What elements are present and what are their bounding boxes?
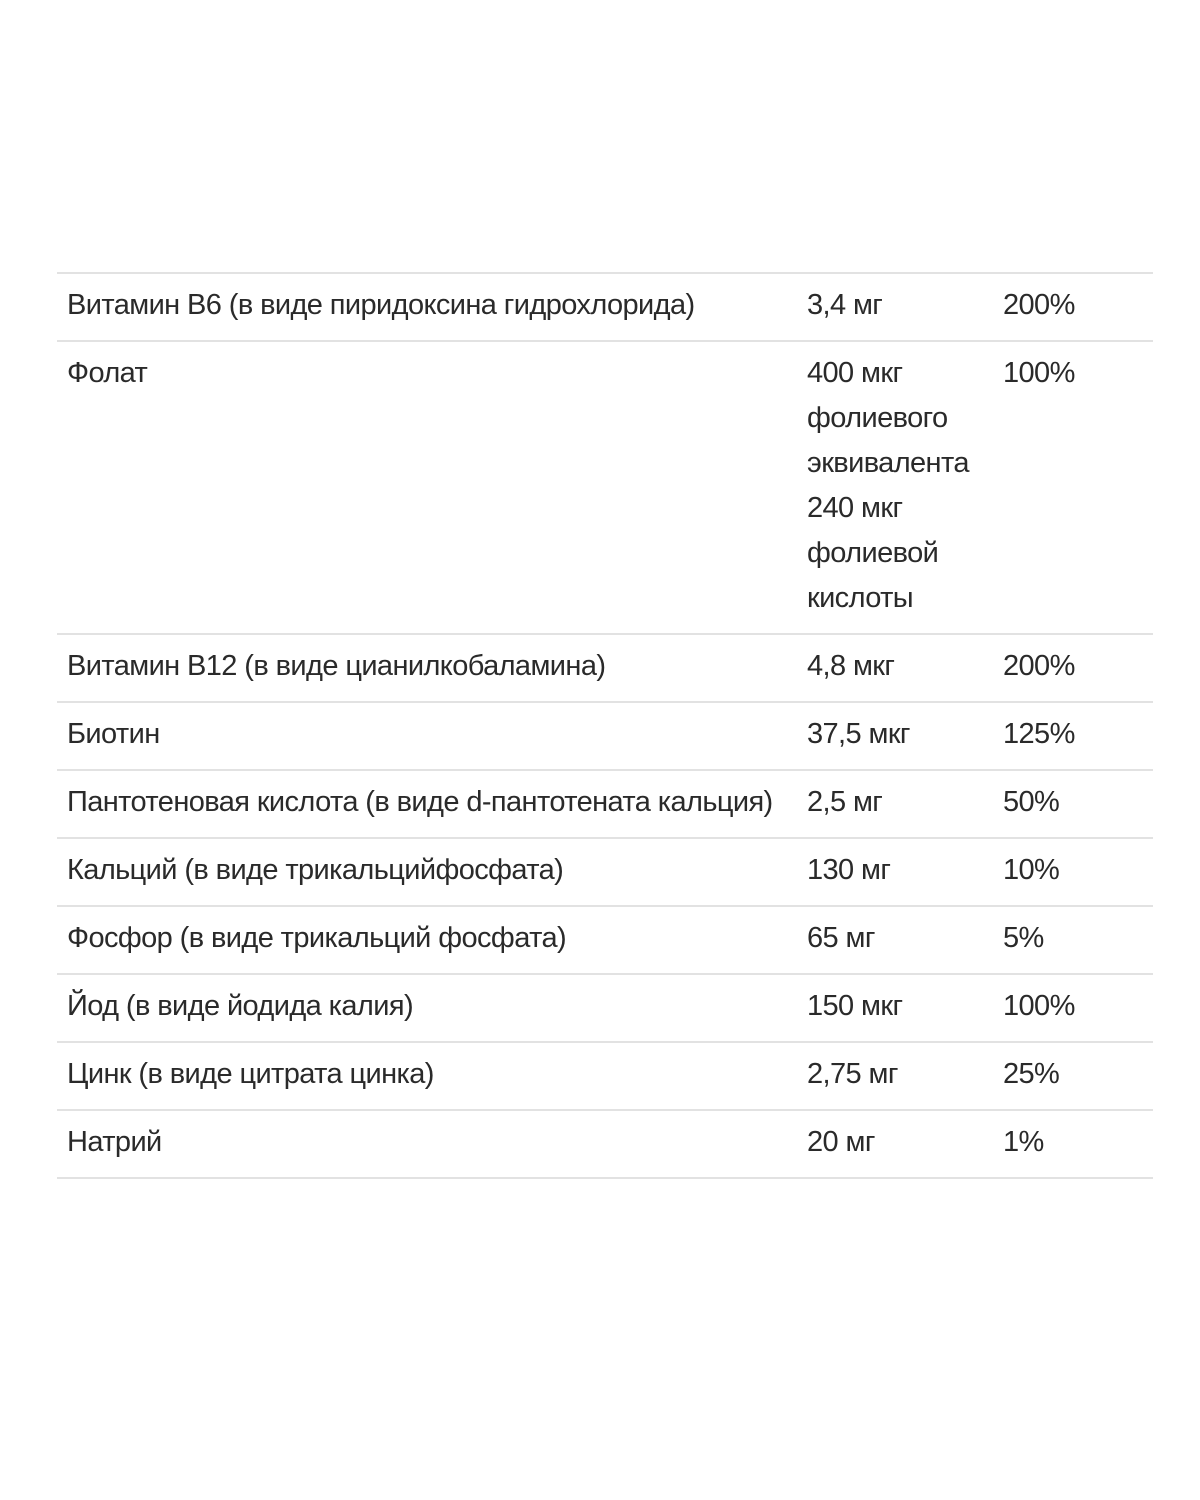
amount-line: 2,75 мг	[807, 1058, 898, 1090]
table-row	[57, 1042, 1153, 1110]
amount-line: 37,5 мкг	[807, 718, 910, 750]
table-row	[57, 341, 1153, 634]
daily-value-percent: 200%	[1003, 650, 1075, 682]
daily-value-percent: 5%	[1003, 922, 1044, 954]
amount-line: 20 мг	[807, 1126, 875, 1158]
nutrient-amount	[795, 341, 991, 634]
amount-line: эквивалента	[807, 447, 969, 479]
nutrient-name: Витамин B6 (в виде пиридоксина гидрохлорида)	[67, 289, 695, 321]
amount-line: 150 мкг	[807, 990, 903, 1022]
table-row	[57, 906, 1153, 974]
amount-line: 4,8 мкг	[807, 650, 895, 682]
nutrition-table	[57, 272, 1153, 1179]
amount-line: 65 мг	[807, 922, 875, 954]
nutrient-name: Пантотеновая кислота (в виде d-пантотената кальция)	[67, 786, 773, 818]
nutrient-amount	[795, 770, 991, 838]
nutrient-amount	[795, 838, 991, 906]
nutrient-name: Биотин	[67, 718, 160, 750]
amount-line: 400 мкг	[807, 357, 903, 389]
daily-value-percent: 50%	[1003, 786, 1060, 818]
nutrient-name: Йод (в виде йодида калия)	[67, 990, 413, 1022]
nutrient-name: Цинк (в виде цитрата цинка)	[67, 1058, 434, 1090]
daily-value-percent: 100%	[1003, 990, 1075, 1022]
table-row	[57, 1110, 1153, 1178]
nutrient-name: Фосфор (в виде трикальций фосфата)	[67, 922, 567, 954]
nutrient-name: Натрий	[67, 1126, 162, 1158]
daily-value-percent: 10%	[1003, 854, 1060, 886]
nutrient-name: Витамин B12 (в виде цианилкобаламина)	[67, 650, 606, 682]
table-row	[57, 770, 1153, 838]
nutrient-name: Фолат	[67, 357, 148, 389]
daily-value-percent: 100%	[1003, 357, 1075, 389]
table-row	[57, 974, 1153, 1042]
amount-line: 2,5 мг	[807, 786, 883, 818]
nutrient-name: Кальций (в виде трикальцийфосфата)	[67, 854, 564, 886]
nutrient-amount	[795, 974, 991, 1042]
nutrient-amount	[795, 634, 991, 702]
table-row	[57, 702, 1153, 770]
table-row	[57, 838, 1153, 906]
nutrient-amount	[795, 1110, 991, 1178]
table-row	[57, 273, 1153, 341]
amount-line: 240 мкг	[807, 492, 903, 524]
daily-value-percent: 200%	[1003, 289, 1075, 321]
amount-line: 130 мг	[807, 854, 891, 886]
amount-line: кислоты	[807, 582, 914, 614]
nutrient-amount	[795, 702, 991, 770]
daily-value-percent: 1%	[1003, 1126, 1044, 1158]
daily-value-percent: 25%	[1003, 1058, 1060, 1090]
nutrient-amount	[795, 273, 991, 341]
amount-line: фолиевой	[807, 537, 939, 569]
nutrient-amount	[795, 1042, 991, 1110]
table-row	[57, 634, 1153, 702]
daily-value-percent: 125%	[1003, 718, 1075, 750]
nutrient-amount	[795, 906, 991, 974]
amount-line: 3,4 мг	[807, 289, 883, 321]
amount-line: фолиевого	[807, 402, 948, 434]
